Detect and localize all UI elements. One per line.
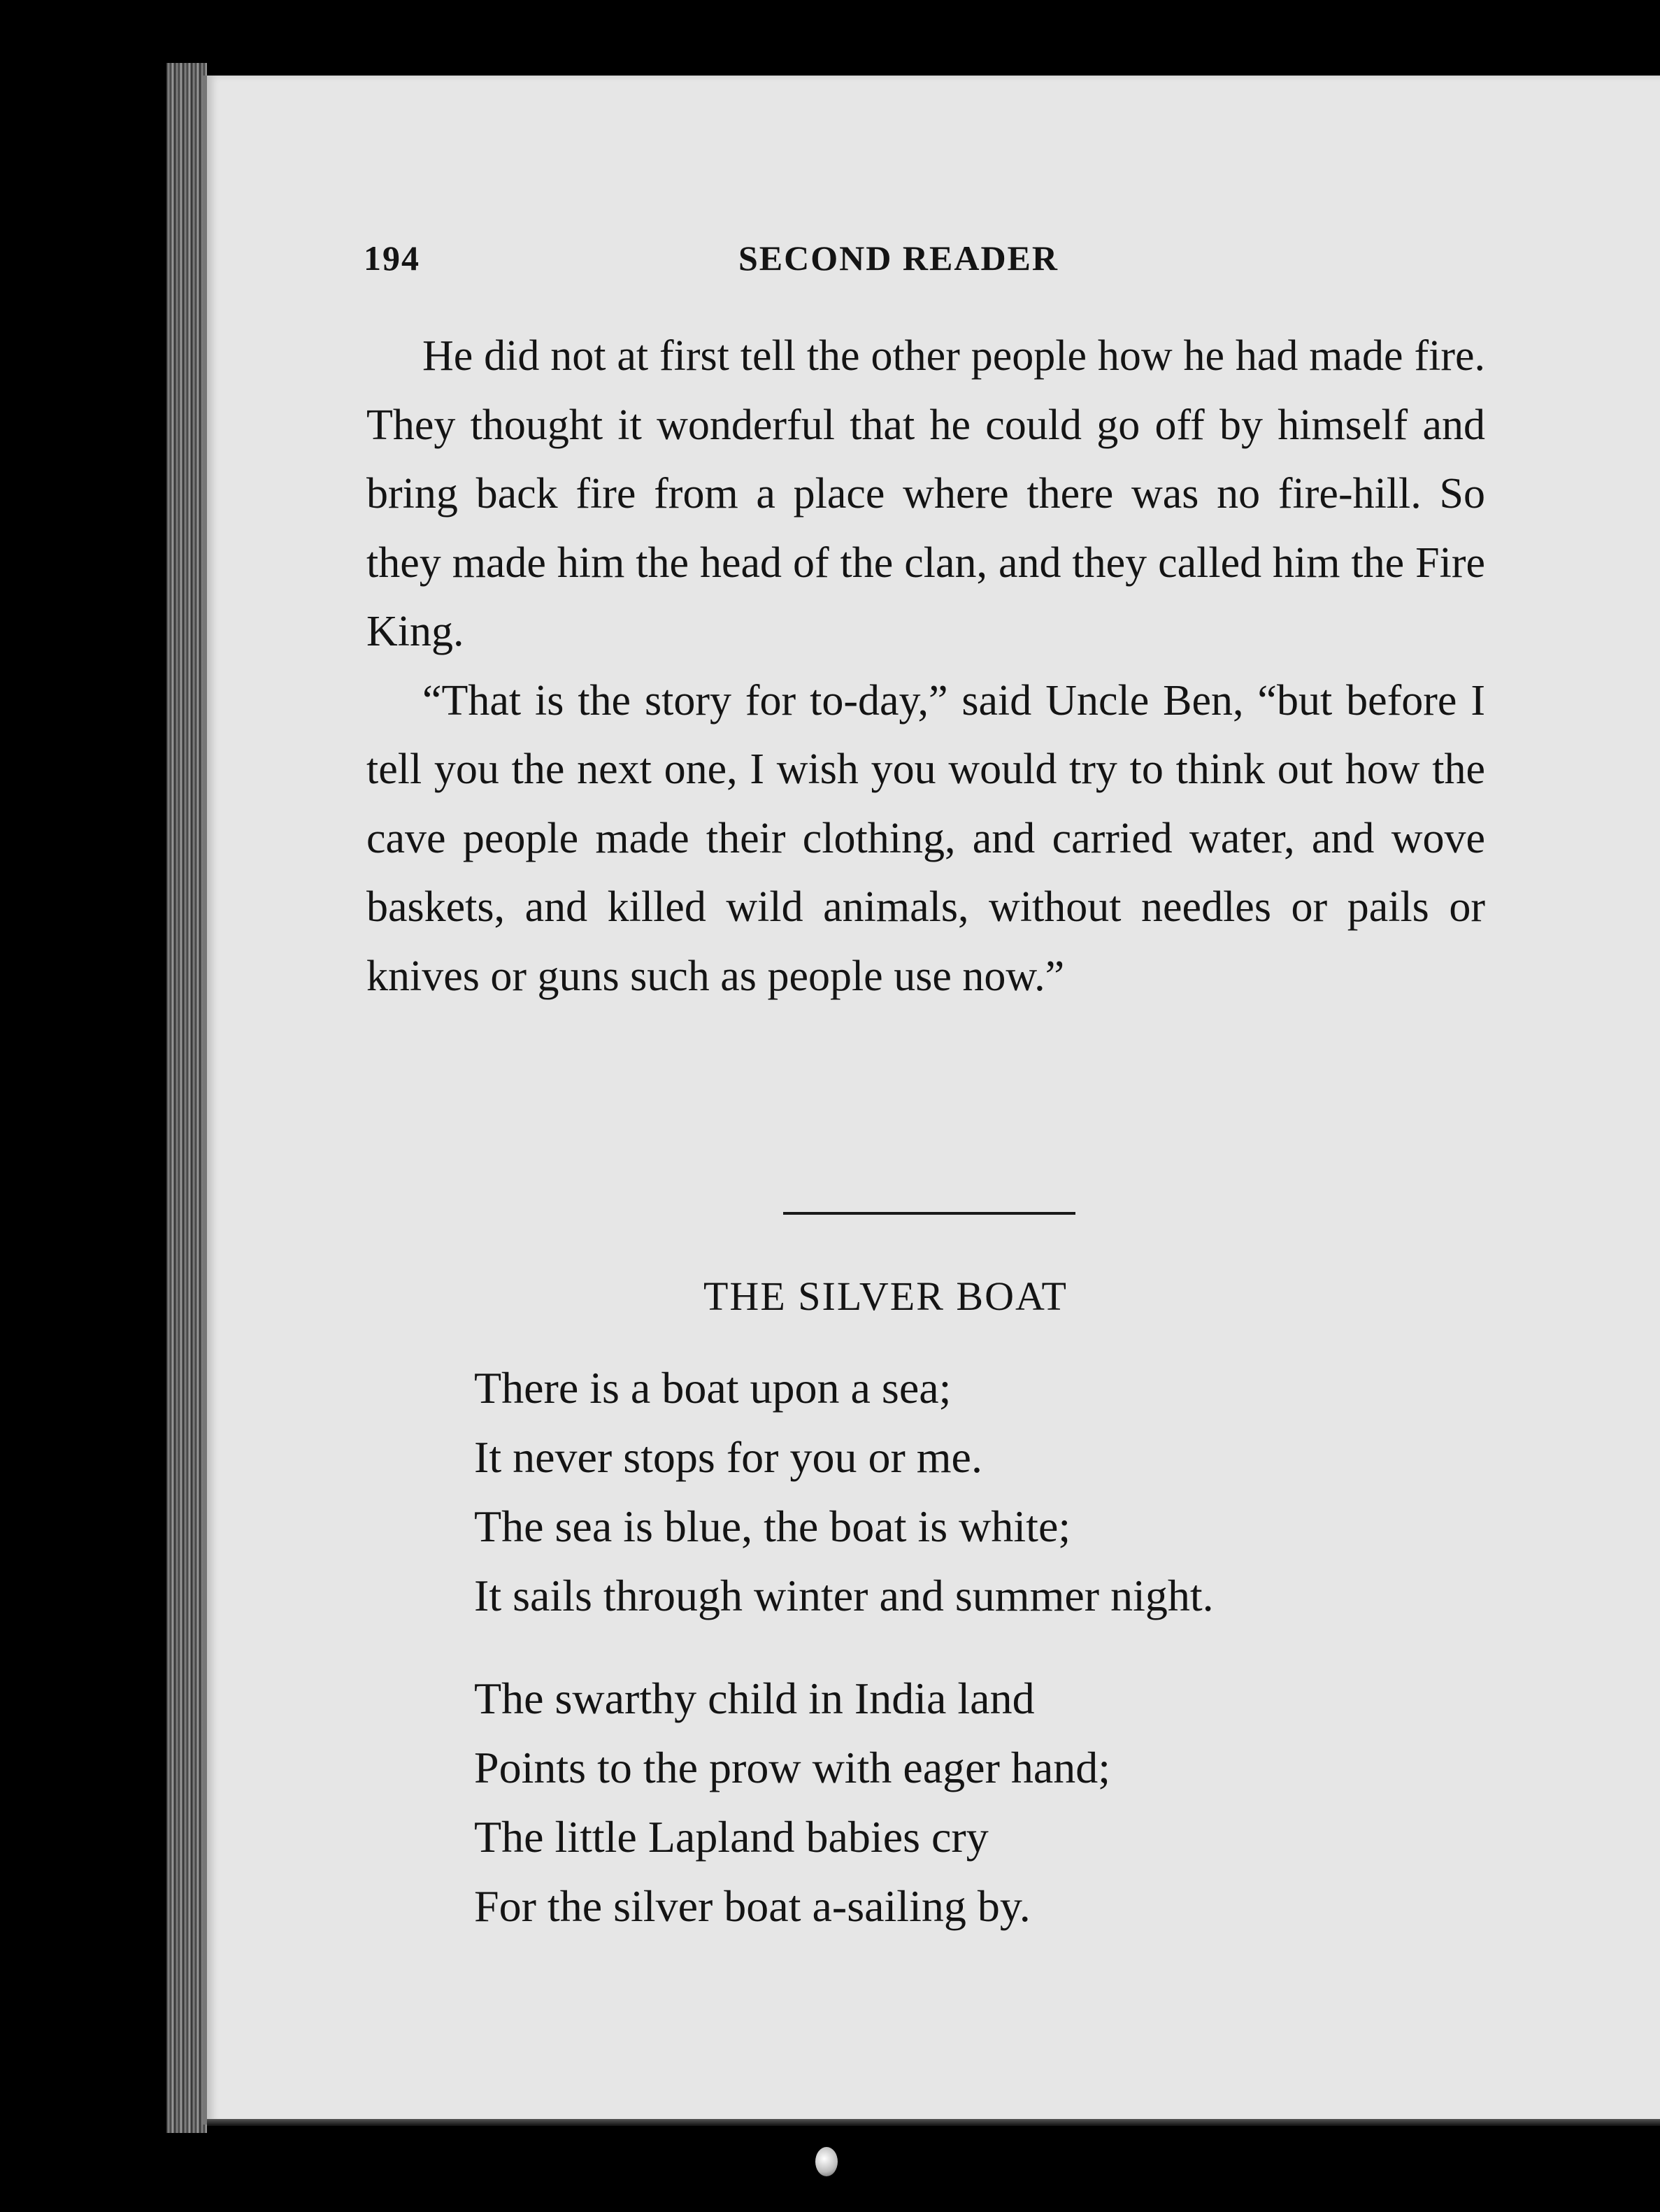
poem-line: For the silver boat a-sailing by. — [474, 1881, 1031, 1931]
poem-line: Points to the prow with eager hand; — [474, 1743, 1111, 1792]
stanza — [474, 1353, 1214, 1630]
section-divider — [783, 1212, 1075, 1215]
paragraph: “That is the story for to-day,” said Uncle Ben, “but before I tell you the next one, I wish you would try to think out how the cave people made their clothing, and carried water, and wove baskets, and killed wild animals, without needles or pails or knives or guns such as people use now.” — [366, 676, 1485, 1000]
poem-line: The swarthy child in India land — [474, 1674, 1035, 1723]
page-bottom-edge — [207, 2119, 1660, 2126]
poem-line: The little Lapland babies cry — [474, 1812, 989, 1862]
poem-line: There is a boat upon a sea; — [474, 1363, 952, 1413]
running-title: SECOND READER — [738, 238, 1059, 278]
poem — [474, 1353, 1214, 1941]
poem-line: It never stops for you or me. — [474, 1432, 982, 1482]
poem-title: THE SILVER BOAT — [703, 1273, 1068, 1319]
stanza — [474, 1664, 1214, 1941]
paragraph: He did not at first tell the other people how he had made fire. They thought it wonderful that he could go off by himself and bring back fire from a place where there was no fire-hill. So they made him the head of the clan, and they called him the Fire King. — [366, 332, 1485, 655]
poem-line: It sails through winter and summer night. — [474, 1571, 1214, 1620]
page-number: 194 — [364, 238, 420, 278]
scan-speck — [815, 2147, 838, 2176]
book-spine-edge — [166, 63, 207, 2133]
prose-text — [366, 322, 1485, 1011]
poem-line: The sea is blue, the boat is white; — [474, 1501, 1071, 1551]
